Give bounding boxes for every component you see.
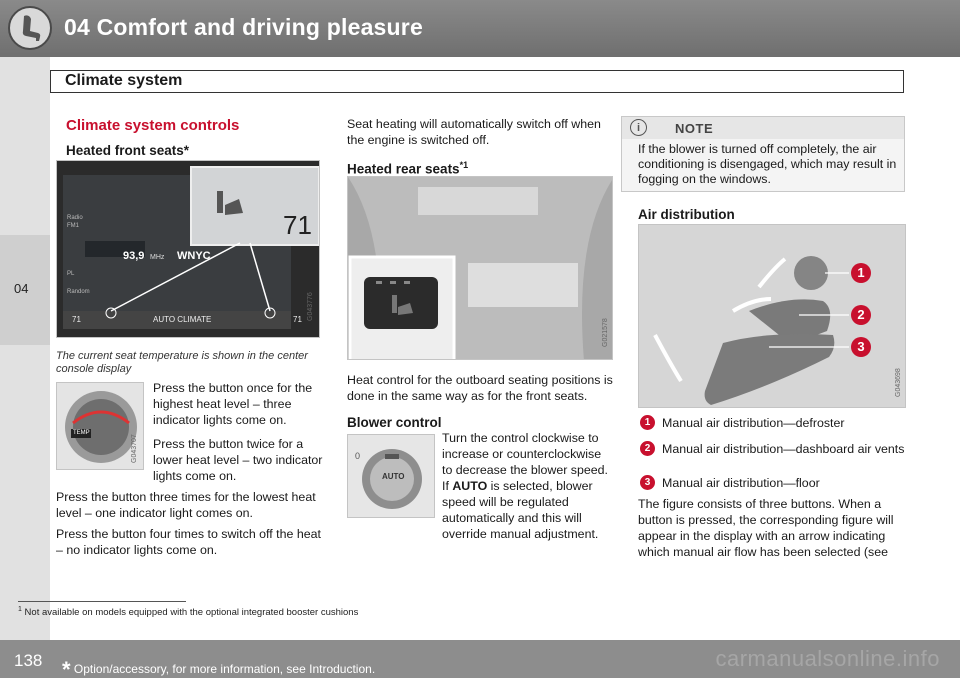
chapter-header: [0, 0, 960, 57]
heated-rear-seats-heading: Heated rear seats$^{*1}$: [347, 160, 469, 177]
footnote-ref: *1: [459, 160, 469, 170]
side-margin: [0, 57, 50, 640]
info-icon: i: [630, 119, 647, 136]
pl-label: PL: [67, 271, 75, 277]
blower-zero-label: 0: [355, 451, 361, 461]
chapter-title: 04 Comfort and driving pleasure: [64, 14, 423, 40]
footnote: [18, 606, 358, 618]
random-label: Random: [67, 289, 90, 295]
section-title-box: [50, 70, 904, 93]
callout-3: 3: [851, 337, 871, 357]
fm-label: FM1: [67, 223, 79, 229]
callout-2: 2: [851, 305, 871, 325]
note-header: [622, 117, 904, 139]
air-distribution-figure: [638, 224, 906, 408]
seat-heat-button-figure: [56, 382, 144, 470]
radio-label: Radio: [67, 215, 83, 221]
list-number-3: 3: [640, 475, 655, 490]
note-text: If the blower is turned off completely, the air conditioning is disengaged, which may result in fogging on the windows.: [638, 142, 897, 186]
blower-paragraph: Turn the control clockwise to increase or counterclockwise to decrease the blower speed. If AUTO is selected, blower speed will be regulated automatically and this will override manual adjustment.: [442, 431, 609, 541]
paragraph: Press the button four times to switch off the heat – no indicator lights come on.: [56, 527, 321, 557]
auto-knob-label: AUTO: [382, 472, 405, 481]
footnote-text: Not available on models equipped with the optional integrated booster cushions: [24, 607, 359, 619]
figure-caption: The current seat temperature is shown in the center console display: [56, 350, 308, 375]
page-footer: [0, 640, 960, 682]
list-item: Manual air distribution—floor: [662, 476, 820, 490]
option-asterisk: *: [183, 143, 190, 158]
seat-icon: [8, 6, 52, 50]
paragraph: Press the button three times for the lowest heat level – one indicator light comes on.: [56, 490, 316, 520]
frequency-unit: MHz: [150, 254, 165, 261]
air-distribution-heading: Air distribution: [638, 207, 735, 222]
note-box: [621, 116, 905, 192]
right-temp: 71: [293, 315, 302, 324]
left-temp: 71: [72, 315, 81, 324]
list-number-1: 1: [640, 415, 655, 430]
watermark: carmanualsonline.info: [715, 646, 940, 671]
footer-asterisk: *: [62, 657, 71, 682]
seat-temp-readout: 71: [283, 210, 312, 240]
figure-id: G043698: [895, 368, 902, 397]
climate-controls-heading: Climate system controls: [66, 117, 240, 134]
section-title: Climate system: [65, 72, 183, 89]
footnote-mark: 1: [18, 606, 22, 613]
temp-knob-label: TEMP: [73, 430, 90, 436]
figure-id: G021578: [602, 318, 609, 347]
auto-climate-label: AUTO CLIMATE: [153, 315, 212, 324]
paragraph: Heat control for the outboard seating positions is done in the same way as for the front seats.: [347, 373, 613, 403]
frequency-readout: 93,9: [123, 250, 145, 262]
note-title: NOTE: [675, 121, 714, 136]
auto-term: AUTO: [452, 479, 488, 493]
chapter-tab-label: 04: [14, 281, 29, 296]
rear-seat-heat-figure: [347, 176, 613, 360]
blower-knob-figure: [347, 434, 435, 518]
station-name: WNYC: [177, 250, 211, 262]
chapter-tab: [0, 235, 50, 345]
blower-control-heading: Blower control: [347, 415, 442, 430]
page-number: 138: [14, 651, 43, 670]
paragraph: Press the button twice for a lower heat level – two indicator lights come on.: [153, 437, 323, 483]
figure-id: G043707: [131, 434, 138, 463]
paragraph: Press the button once for the highest heat level – three indicator lights come on.: [153, 381, 313, 427]
footnote-rule: [18, 601, 186, 602]
figure-id: G043776: [307, 292, 314, 321]
list-item: Manual air distribution—dashboard air vents: [662, 442, 905, 456]
paragraph: Seat heating will automatically switch off when the engine is switched off.: [347, 117, 601, 147]
list-item: Manual air distribution—defroster: [662, 416, 845, 430]
list-number-2: 2: [640, 441, 655, 456]
footer-note: * Option/accessory, for more information, see Introduction.: [62, 657, 376, 682]
paragraph: The figure consists of three buttons. When a button is pressed, the corresponding figure will appear in the display with an arrow indicating which manual air flow has been selected (see: [638, 497, 894, 559]
center-console-display-figure: [56, 160, 320, 338]
heated-front-seats-heading: Heated front seats*: [66, 143, 190, 158]
callout-1: 1: [851, 263, 871, 283]
